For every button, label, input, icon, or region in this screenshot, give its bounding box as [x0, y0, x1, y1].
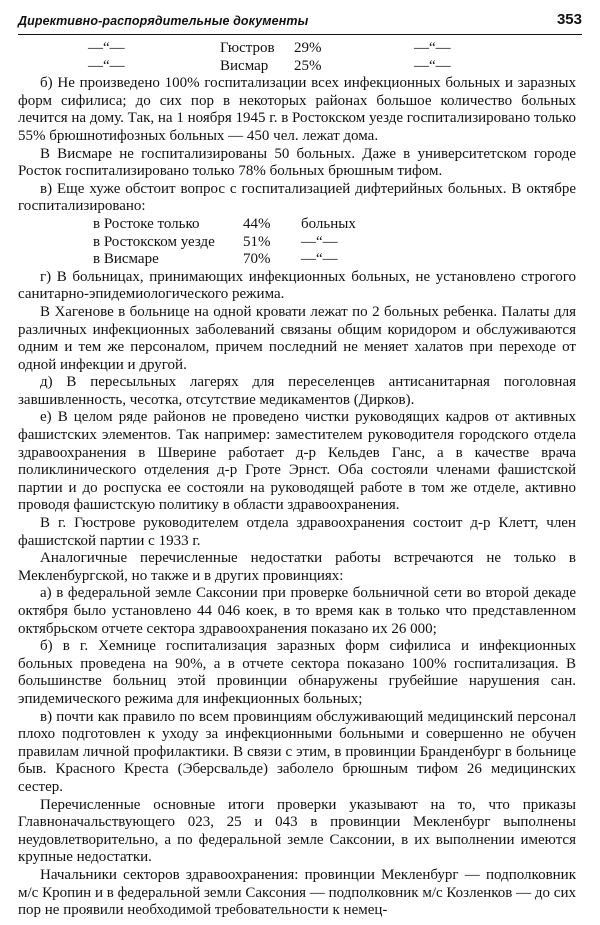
- table-cell: —“—: [301, 251, 338, 268]
- paragraph: е) В целом ряде районов не проведено чистки руководящих кадров от активных фашистских элементов. Так например: заместителем руководителя городского отдела здравоохранения в Шверине работает д-р Кельдев Ганс, а в качестве врача поликлинического отделения д-р Гроте Эрнст. Оба состояли членами фашистской партии и до роспуска ее состояли на руководящей работе в том же отделе, активно проводя фашистскую политику в области здравоохранения.: [18, 409, 576, 514]
- table-cell: —“—: [414, 40, 451, 56]
- table-cell: 29%: [294, 40, 322, 56]
- header-title: Директивно-распорядительные документы: [18, 14, 309, 28]
- paragraph: в) Еще хуже обстоит вопрос с госпитализацией дифтерийных больных. В октябре госпитализировано:: [18, 180, 576, 215]
- table-cell: 70%: [243, 251, 271, 268]
- table-cell: 25%: [294, 57, 322, 74]
- page-body: [18, 40, 576, 920]
- paragraph: б) Не произведено 100% госпитализации всех инфекционных больных и заразных форм сифилиса; до сих пор в некоторых районах большое количество больных лечится на дому. Так, на 1 ноября 1945 г. в Ростокском уезде госпитализировано только 55% брюшнотифозных больных — 450 чел. лежат дома.: [18, 75, 576, 144]
- paragraph: В Хагенове в больнице на одной кровати лежат по 2 больных ребенка. Палаты для различных инфекционных заболеваний связаны общим коридором и обслуживаются одним и тем же персоналом, причем последний не меняет халатов при переходе от одной инфекции и другой.: [18, 303, 576, 373]
- paragraph: Перечисленные основные итоги проверки указывают на то, что приказы Главноначальствующего 023, 25 и 043 в провинции Мекленбург выполнены неудовлетворительно, а по федеральной земле Саксонии, в их выполнении имеются крупные недостатки.: [18, 796, 576, 866]
- paragraph: а) в федеральной земле Саксонии при проверке больничной сети во второй декаде октября было установлено 44 046 коек, в то время как в только что представленном октябрьском отчете сектора здравоохранения показано их 26 000;: [18, 585, 576, 637]
- table-cell: 44%: [243, 215, 271, 232]
- paragraph: д) В пересыльных лагерях для переселенцев антисанитарная поголовная завшивленность, чесотка, отсутствие медикаментов (Дирков).: [18, 374, 576, 408]
- table-cell: в Висмаре: [93, 251, 159, 268]
- paragraph: Аналогичные перечисленные недостатки работы встречаются не только в Мекленбургской, но также и в других провинциях:: [18, 550, 576, 584]
- running-header: [18, 12, 582, 35]
- paragraph: В г. Гюстрове руководителем отдела здравоохранения состоит д-р Клетт, член фашистской партии с 1933 г.: [18, 515, 576, 549]
- table-cell: Висмар: [220, 57, 269, 74]
- table-cell: больных: [301, 215, 356, 232]
- hospitalization-table-top: [18, 40, 576, 75]
- paragraph: г) В больницах, принимающих инфекционных больных, не установлено строгого санитарно-эпидемиологического режима.: [18, 268, 576, 303]
- table-cell: —“—: [301, 233, 338, 250]
- table-cell: в Ростокском уезде: [93, 233, 215, 250]
- table-cell: 51%: [243, 233, 271, 250]
- table-cell: в Ростоке только: [93, 215, 200, 232]
- table-cell: —“—: [414, 57, 451, 74]
- paragraph: В Висмаре не госпитализированы 50 больных. Даже в университетском городе Росток госпитализировано только 78% больных брюшным тифом.: [18, 145, 576, 180]
- paragraph: б) в г. Хемнице госпитализация заразных форм сифилиса и инфекционных больных проведена на 90%, а в отчете сектора показано 100% госпитализация. В большинстве больниц этой провинции обнаружены грубейшие нарушения сан. эпидемического режима для инфекционных больных;: [18, 638, 576, 707]
- table-cell: —“—: [88, 40, 125, 56]
- paragraph: Начальники секторов здравоохранения: провинции Мекленбург — подполковник м/с Кропин и в федеральной земли Саксония — подполковник м/с Козленков — до сих пор не проявили необходимой требовательности к немец-: [18, 866, 576, 919]
- table-cell: —“—: [88, 57, 125, 74]
- diphtheria-table: [18, 216, 576, 269]
- paragraph: в) почти как правило по всем провинциям обслуживающий медицинский персонал плохо подготовлен к уходу за инфекционными больными и совершенно не обучен правилам личной профилактики. В связи с этим, в провинции Бранденбург в больнице быв. Красного Креста (Эберсвальде) заболело брюшным тифом 26 медицинских сестер.: [18, 708, 576, 795]
- page-number: 353: [556, 11, 582, 28]
- table-cell: Гюстров: [220, 40, 275, 56]
